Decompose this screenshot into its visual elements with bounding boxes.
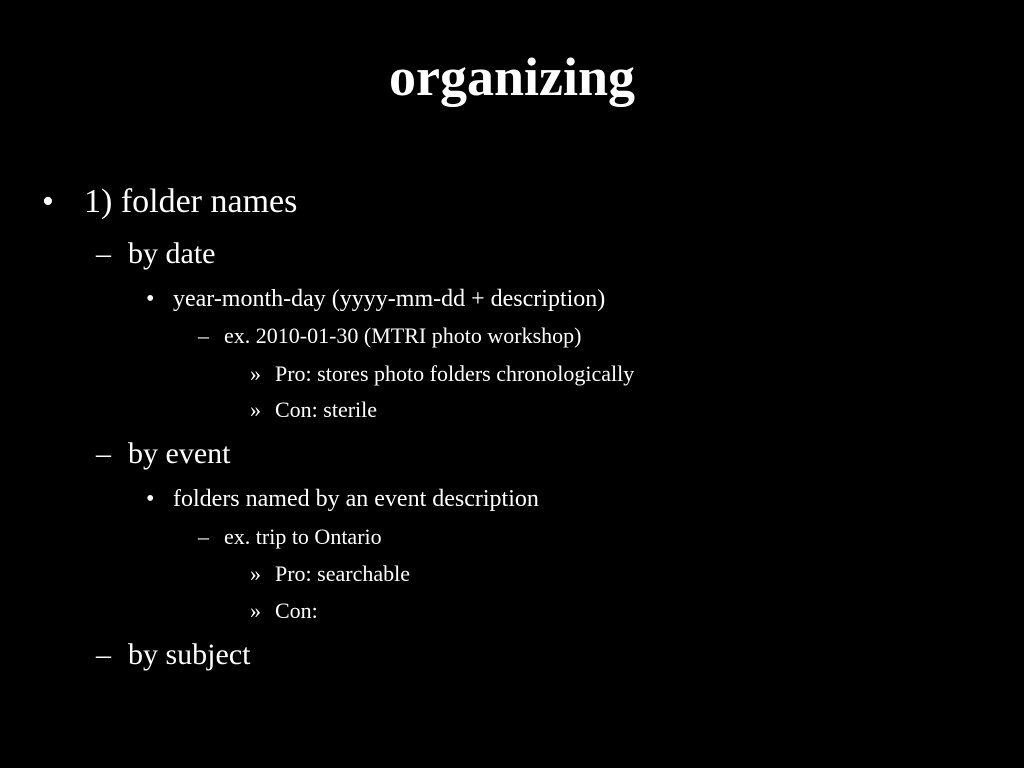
dash-marker: – (96, 237, 111, 270)
outline-item-event-example: ex. trip to Ontario (224, 524, 382, 549)
dash-marker: – (198, 524, 209, 549)
outline-item-folder-names: 1) folder names (84, 183, 298, 220)
outline-item-event-con: Con: (275, 598, 318, 623)
chevron-marker: » (250, 361, 261, 386)
chevron-marker: » (250, 598, 261, 623)
slide-title: organizing (388, 47, 635, 107)
bullet-marker: • (146, 486, 155, 512)
dash-marker: – (198, 323, 209, 348)
outline-item-date-example: ex. 2010-01-30 (MTRI photo workshop) (224, 323, 582, 348)
outline-item-by-date: by date (128, 237, 216, 270)
outline-item-date-pro: Pro: stores photo folders chronologically (275, 361, 635, 386)
outline-item-event-description: folders named by an event description (173, 486, 539, 512)
dash-marker: – (96, 638, 111, 671)
outline-item-date-con: Con: sterile (275, 397, 378, 422)
outline-item-year-month-day: year-month-day (yyyy-mm-dd + description) (173, 286, 606, 312)
outline-item-event-pro: Pro: searchable (275, 561, 410, 586)
chevron-marker: » (250, 561, 261, 586)
dash-marker: – (96, 437, 111, 470)
bullet-marker: • (42, 183, 54, 220)
bullet-marker: • (146, 286, 155, 312)
chevron-marker: » (250, 397, 261, 422)
outline-item-by-subject: by subject (128, 638, 251, 671)
outline-item-by-event: by event (128, 437, 231, 470)
